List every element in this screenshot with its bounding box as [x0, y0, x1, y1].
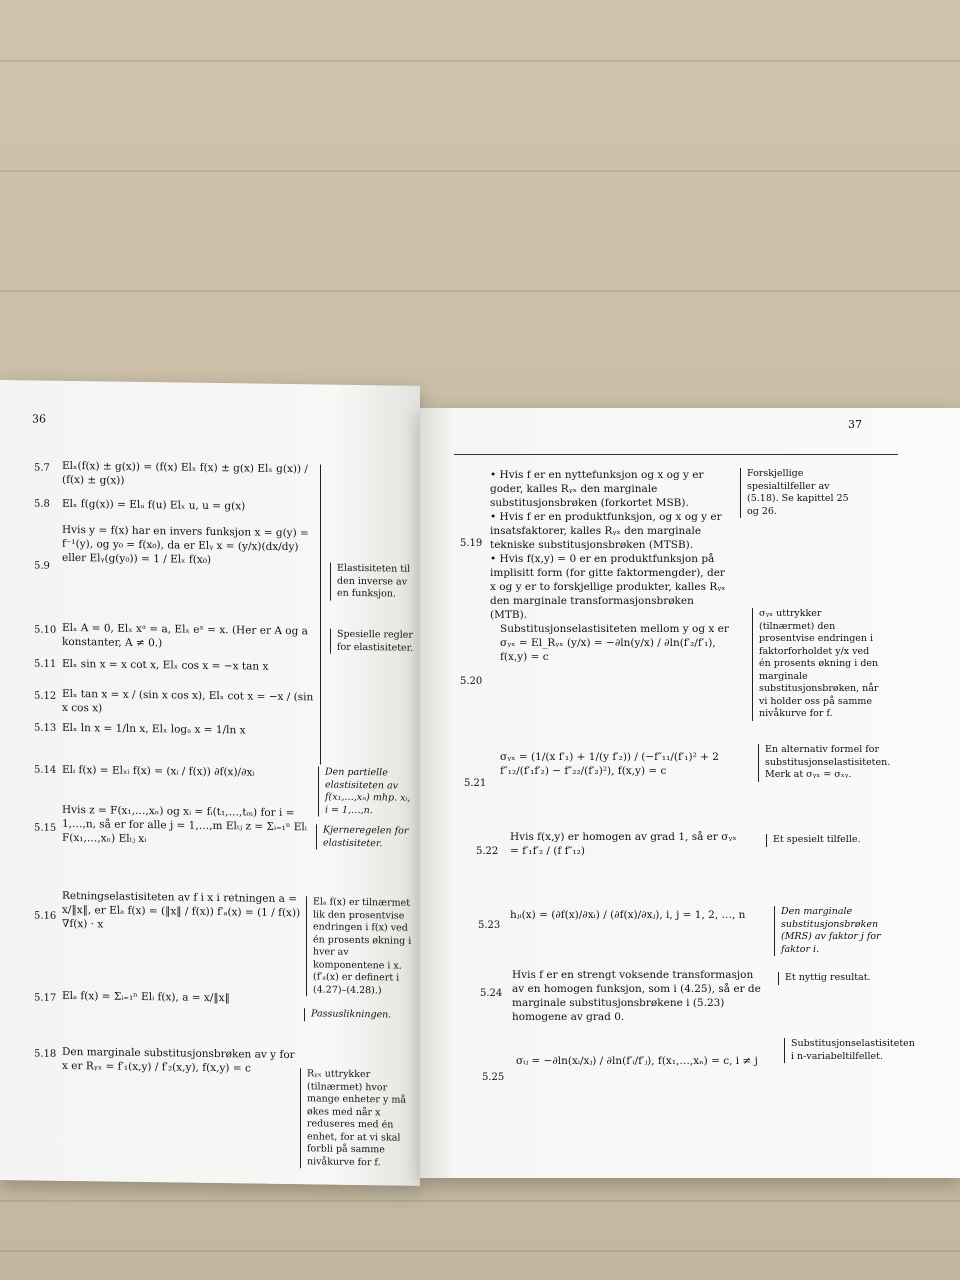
formula-number: 5.17 [34, 992, 57, 1004]
formula: Elₓ A = 0, Elₓ xᵃ = a, Elₓ eˣ = x. (Her er A og a konstanter, A ≠ 0.) [62, 621, 308, 650]
formula: Hvis z = F(x₁,…,xₙ) og xᵢ = fᵢ(t₁,…,tₘ) for i = 1,…,n, så er for alle j = 1,…,m Elₜⱼ z = Σᵢ₌₁ⁿ Elᵢ F(x₁,…,xₙ) Elₜⱼ xᵢ [62, 803, 307, 846]
margin-note: Kjerneregelen for elastisiteter. [316, 824, 413, 850]
open-book [0, 380, 960, 1180]
formula-number: 5.10 [34, 624, 57, 636]
margin-note: σᵧₓ uttrykker (tilnærmet) den prosentvise endringen i faktorforholdet y/x ved én prosents økning i den marginale substitusjonsbrøken, når vi holder oss på samme nivåkurve for f. [752, 608, 879, 721]
margin-note: Substitusjonselastisiteten i n-variabeltilfellet. [784, 1038, 909, 1063]
margin-note: Den partielle elastisiteten av f(x₁,…,xₙ) mhp. xᵢ, i = 1,…,n. [318, 766, 415, 817]
header-rule [454, 454, 898, 455]
page-number-left: 36 [32, 412, 46, 426]
formula: Substitusjonselastisiteten mellom y og x er σᵧₓ = El_Rᵧₓ (y/x) = −∂ln(y/x) / ∂ln(f′₂/f′₁), f(x,y) = c [500, 623, 729, 663]
formula: Elₓ f(g(x)) = Elᵤ f(u) Elₓ u, u = g(x) [62, 497, 246, 513]
formula: Den marginale substitusjonsbrøken av y for x er Rᵧₓ = f′₁(x,y) / f′₂(x,y), f(x,y) = c [62, 1045, 295, 1075]
floor-plank-line [0, 170, 960, 172]
right-page [420, 408, 960, 1178]
margin-note: Et spesielt tilfelle. [766, 834, 883, 847]
margin-note: Rᵧₓ uttrykker (tilnærmet) hvor mange enheter y må økes med når x reduseres med én enhet, for at vi skal forbli på samme nivåkurve for f. [300, 1068, 411, 1170]
formula: Hvis y = f(x) har en invers funksjon x = g(y) = f⁻¹(y), og y₀ = f(x₀), da er Elᵧ x = (y/x)(dx/dy) eller Elᵧ(g(y₀)) = 1 / Elₓ f(x₀) [62, 523, 309, 566]
formula: Elᵢ f(x) = Elₓᵢ f(x) = (xᵢ / f(x)) ∂f(x)/∂xᵢ [62, 763, 255, 779]
margin-note: Elastisiteten til den inverse av en funksjon. [330, 563, 419, 602]
formula-number: 5.12 [34, 690, 57, 702]
formula-number: 5.9 [34, 560, 50, 572]
formula: Elₓ tan x = x / (sin x cos x), Elₓ cot x = −x / (sin x cos x) [62, 687, 314, 715]
formula: Hvis f(x,y) er homogen av grad 1, så er σᵧₓ = f′₁f′₂ / (f f″₁₂) [510, 831, 737, 857]
floor-plank-line [0, 1250, 960, 1252]
formula: Elₐ f(x) = Σᵢ₌₁ⁿ Elᵢ f(x), a = x/‖x‖ [62, 989, 230, 1005]
formula: Retningselastisiteten av f i x i retningen a = x/‖x‖, er Elₐ f(x) = (‖x‖ / f(x)) f′ₐ(x) = (1 / f(x)) ∇f(x) · x [62, 889, 301, 931]
formula: Elₓ(f(x) ± g(x)) = (f(x) Elₓ f(x) ± g(x) Elₓ g(x)) / (f(x) ± g(x)) [62, 459, 308, 487]
formula: Hvis f er en strengt voksende transformasjon av en homogen funksjon, som i (4.25), så er de marginale substitusjonsbrøkene i (5.23) homogene av grad 0. [512, 969, 761, 1023]
formula-number: 5.23 [478, 920, 501, 931]
margin-note: Den marginale substitusjonsbrøken (MRS) av faktor j for faktor i. [774, 906, 891, 956]
formula: Elₓ sin x = x cot x, Elₓ cos x = −x tan x [62, 657, 269, 673]
margin-note: Passuslikningen. [304, 1008, 409, 1022]
formula-number: 5.18 [34, 1048, 57, 1060]
margin-note: Elₐ f(x) er tilnærmet lik den prosentvise endringen i f(x) ved én prosents økning i hver av komponentene i x. (f′ₐ(x) er definert i (4.27)–(4.28).) [306, 896, 413, 997]
margin-rule [320, 464, 321, 764]
formula: Elₓ ln x = 1/ln x, Elₓ logₐ x = 1/ln x [62, 721, 246, 737]
floor-plank-line [0, 60, 960, 62]
formula-number: 5.8 [34, 498, 50, 510]
formula: • Hvis f er en nyttefunksjon og x og y er goder, kalles Rᵧₓ den marginale substitusjonsbrøken (forkortet MSB). • Hvis f er en produktfunksjon, og x og y er insatsfaktorer, kalles Rᵧₓ den marginale tekniske substitusjonsbrøken (MTSB). • Hvis f(x,y) = 0 er en produktfunksjon på implisitt form (for gitte faktormengder), der x og y er to forskjellige produkter, kalles Rᵧₓ den marginale transformasjonsbrøken (MTB). [490, 469, 726, 621]
formula-number: 5.16 [34, 910, 57, 922]
margin-note: En alternativ formel for substitusjonselastisiteten. Merk at σᵧₓ = σₓᵧ. [758, 744, 881, 782]
margin-note: Et nyttig resultat. [778, 972, 895, 985]
floor-plank-line [0, 1200, 960, 1202]
formula: hⱼᵢ(x) = (∂f(x)/∂xᵢ) / (∂f(x)/∂xⱼ), i, j = 1, 2, …, n [510, 909, 746, 921]
formula: σᵧₓ = (1/(x f′₁) + 1/(y f′₂)) / (−f″₁₁/(f′₁)² + 2 f″₁₂/(f′₁f′₂) − f″₂₂/(f′₂)²), f(x,y) = c [500, 751, 719, 777]
formula-number: 5.14 [34, 764, 57, 776]
formula: σᵢⱼ = −∂ln(xᵢ/xⱼ) / ∂ln(f′ᵢ/f′ⱼ), f(x₁,…,xₙ) = c, i ≠ j [516, 1055, 758, 1067]
floor-plank-line [0, 290, 960, 292]
formula-number: 5.19 [460, 538, 483, 549]
left-page [0, 380, 420, 1186]
formula-number: 5.15 [34, 822, 57, 834]
formula-number: 5.11 [34, 658, 57, 670]
page-number-right: 37 [848, 418, 862, 431]
formula-number: 5.24 [480, 988, 503, 999]
formula-number: 5.21 [464, 778, 487, 789]
formula-number: 5.25 [482, 1072, 505, 1083]
formula-number: 5.13 [34, 722, 57, 734]
margin-note: Spesielle regler for elastisiteter. [330, 629, 417, 655]
margin-note: Forskjellige spesialtilfeller av (5.18). Se kapittel 25 og 26. [740, 468, 857, 518]
formula-number: 5.22 [476, 846, 499, 857]
formula-number: 5.20 [460, 676, 483, 687]
formula-number: 5.7 [34, 462, 50, 474]
